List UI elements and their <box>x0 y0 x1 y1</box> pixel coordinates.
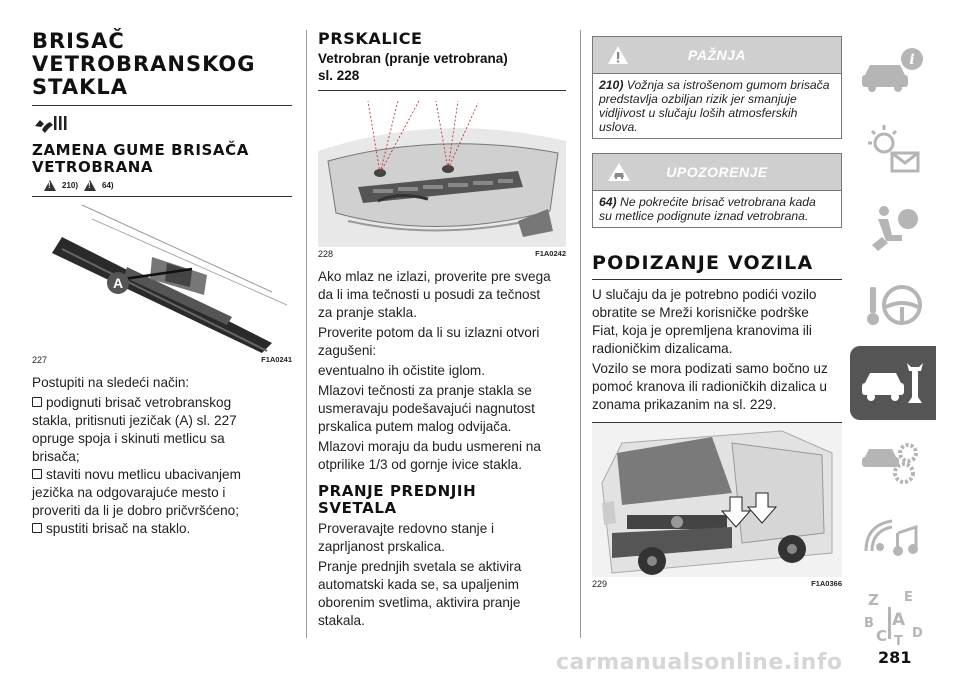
caution-title: UPOZORENJE <box>666 164 768 180</box>
svg-text:A: A <box>892 610 906 630</box>
title-rule <box>32 105 292 106</box>
paragraph-auto-activation: Pranje prednjih svetala se aktivira automatski kada se, sa upaljenim oborenim svetlima, aktivira pranje stakala. <box>318 559 522 628</box>
subtitle-windshield-washer: Vetrobran (pranje vetrobrana) sl. 228 <box>318 51 508 83</box>
warning-text: 210) Vožnja sa istrošenom gumom brisača predstavlja ozbiljan rizik jer smanjuje vidljivost u slučaju loših atmosferskih uslova. <box>593 73 841 138</box>
svg-text:B: B <box>864 616 874 631</box>
maintenance-gears-icon <box>858 433 928 489</box>
svg-text:i: i <box>909 52 915 68</box>
checkbox-bullet-icon <box>32 469 42 479</box>
paragraph-jet-aim: Mlazovi moraju da budu usmereni na otprilike 1/3 od gornje ivice stakla. <box>318 439 541 472</box>
list-item: podignuti brisač vetrobranskog stakla, pritisnuti jezičak (A) sl. 227 opruge spoja i skinuti metlicu sa brisača; <box>32 395 237 464</box>
section-title-wiper: BRISAČ VETROBRANSKOG STAKLA <box>32 29 256 99</box>
figure-227 <box>32 197 292 353</box>
tab-emergency[interactable] <box>850 346 936 420</box>
list-item: staviti novu metlicu ubacivanjem jezička na odgovarajuće mesto i proveriti da li je dobro pričvršćeno; <box>32 467 241 518</box>
warning-box-attention <box>592 36 842 139</box>
caution-car-icon <box>607 162 631 182</box>
svg-text:C: C <box>876 627 888 645</box>
paragraph-adjust-jets: Mlazovi tečnosti za pranje stakla se usmeravaju podešavajući nagnutost prskalica putem malog odvijača. <box>318 383 535 434</box>
svg-text:T: T <box>894 634 903 647</box>
column-2 <box>318 30 566 630</box>
paragraph-check-regularly: Proveravajte redovno stanje i zaprljanost prskalica. <box>318 521 495 554</box>
subsection-title-headlight-washer: PRANJE PREDNJIH SVETALA <box>318 482 477 517</box>
section-title-lifting: PODIZANJE VOZILA <box>592 252 814 274</box>
wrench-tool-icon <box>32 112 292 136</box>
van-lifting-points-illustration <box>592 423 842 577</box>
tab-multimedia[interactable] <box>850 502 936 576</box>
page-number: 281 <box>878 648 912 667</box>
paragraph-lifting-service: U slučaju da je potrebno podići vozilo obratite se Mreži korisničke podrške Fiat, koja je opremljena kranovima ili radioničkim dizalicama. <box>592 287 817 356</box>
subsection-title-replace-blade: ZAMENA GUME BRISAČA VETROBRANA <box>32 141 249 176</box>
checkbox-bullet-icon <box>32 523 42 533</box>
warning-lights-icon <box>858 121 928 177</box>
multimedia-icon <box>858 511 928 567</box>
warning-triangle-icon <box>607 45 629 65</box>
warning-references <box>44 180 292 191</box>
tab-starting-driving[interactable] <box>850 268 936 342</box>
key-steering-icon <box>858 277 928 333</box>
figure-228-caption: 228 F1A0242 <box>318 249 566 259</box>
intro-text: Postupiti na sledeći način: <box>32 375 190 390</box>
paragraph-lifting-points: Vozilo se mora podizati samo bočno uz pomoć kranova ili radioničkih dizalica u zonama prikazanim na sl. 229. <box>592 361 828 412</box>
title-rule <box>592 279 842 280</box>
svg-text:Z: Z <box>868 591 879 609</box>
column-1 <box>32 30 292 538</box>
tab-safety[interactable] <box>850 190 936 264</box>
van-hood-washer-illustration <box>318 91 566 247</box>
section-title-washers: PRSKALICE <box>318 29 423 48</box>
figure-227-caption: 227 F1A0241 <box>32 355 292 365</box>
paragraph-clean-needle: eventualno ih očistite iglom. <box>318 363 485 378</box>
warning-triangle-icon <box>84 180 96 191</box>
car-info-icon <box>858 43 928 99</box>
caution-text: 64) Ne pokrećite brisač vetrobrana kada su metlice podignute iznad vetrobrana. <box>593 190 841 227</box>
column-divider <box>580 30 581 638</box>
steps-list <box>32 394 292 538</box>
column-divider <box>306 30 307 638</box>
figure-229-caption: 229 F1A0366 <box>592 579 842 589</box>
alphabetical-index-icon <box>858 587 928 647</box>
wiper-blade-illustration <box>32 197 292 353</box>
list-item: spustiti brisač na staklo. <box>32 520 292 538</box>
tab-index[interactable] <box>850 580 936 654</box>
ref-210: 210) <box>62 181 79 190</box>
tab-maintenance[interactable] <box>850 424 936 498</box>
tab-vehicle-info[interactable] <box>850 34 936 108</box>
warning-box-caution <box>592 153 842 228</box>
checkbox-bullet-icon <box>32 397 42 407</box>
chapter-tabs <box>850 34 936 658</box>
airbag-seat-icon <box>858 199 928 255</box>
figure-228 <box>318 91 566 247</box>
watermark: carmanualsonline.info <box>556 650 843 675</box>
paragraph-check-fluid: Ako mlaz ne izlazi, proverite pre svega da li ima tečnosti u posudi za tečnost za pranje stakla. <box>318 269 551 320</box>
tab-warning-lights[interactable] <box>850 112 936 186</box>
car-wrench-icon <box>858 355 928 411</box>
warning-title: PAŽNJA <box>688 47 746 63</box>
paragraph-check-nozzles: Proverite potom da li su izlazni otvori zagušeni: <box>318 325 540 358</box>
svg-text:E: E <box>904 590 913 605</box>
svg-text:D: D <box>912 626 923 641</box>
ref-64: 64) <box>102 181 114 190</box>
warning-triangle-icon <box>44 180 56 191</box>
column-3 <box>592 36 842 589</box>
callout-a-label: A <box>112 275 124 291</box>
figure-229 <box>592 423 842 577</box>
